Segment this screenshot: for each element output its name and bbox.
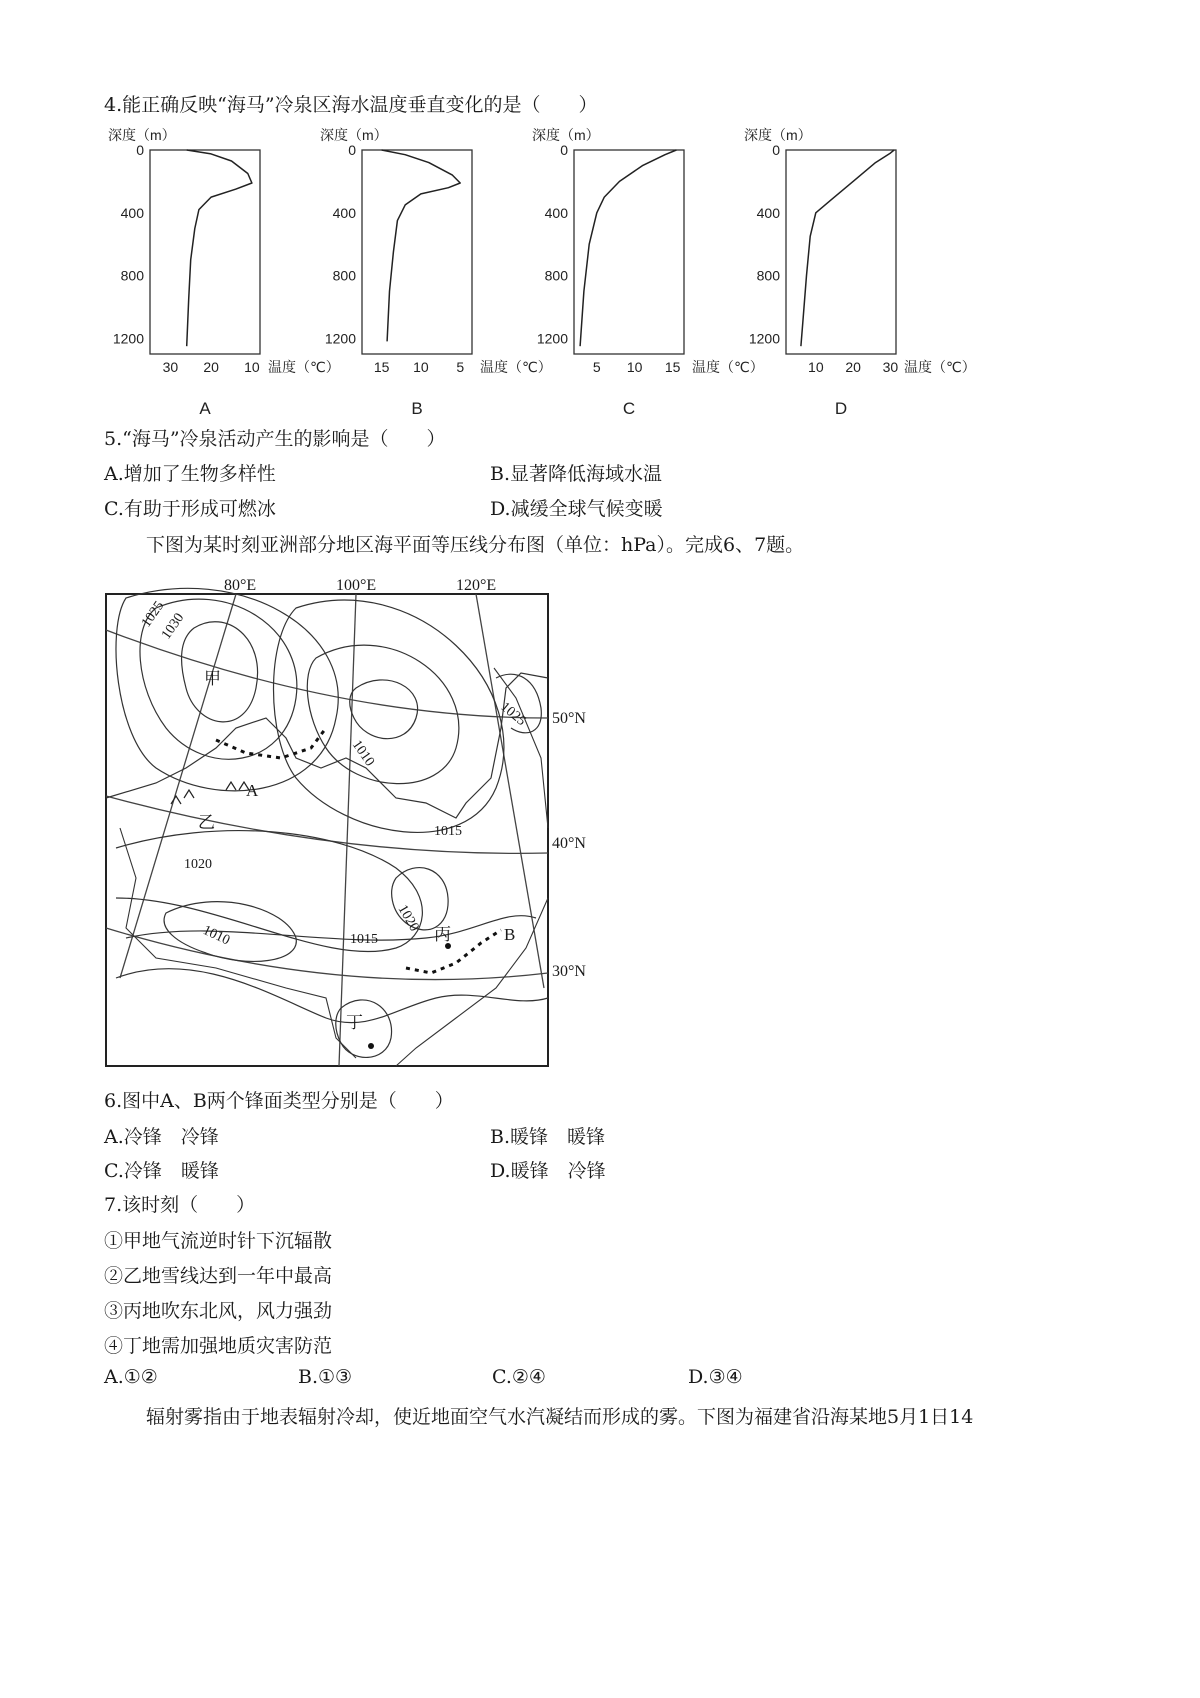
front-label-a: A xyxy=(246,781,259,800)
y-tick-label: 1200 xyxy=(536,330,568,347)
isobar-ding xyxy=(336,1000,392,1057)
meridian-80e xyxy=(120,594,236,978)
isobar-label-1025-west: 1025 xyxy=(138,598,168,631)
option-letter: A xyxy=(199,399,211,418)
place-yi: 乙 xyxy=(198,813,215,832)
lat-label-50n: 50°N xyxy=(552,710,586,727)
x-tick-label: 10 xyxy=(626,359,643,375)
q7-option-a: A.①② xyxy=(104,1366,158,1388)
q7-statement-3: ③丙地吹东北风，风力强劲 xyxy=(104,1300,333,1322)
q5-option-b: B.显著降低海域水温 xyxy=(490,463,663,485)
mountain-symbols xyxy=(171,782,249,804)
y-tick-label: 800 xyxy=(332,267,356,284)
q7-option-b: B.①③ xyxy=(298,1366,353,1388)
plot-frame xyxy=(574,150,684,354)
lat-label-40n: 40°N xyxy=(552,835,586,852)
x-tick-label: 15 xyxy=(373,359,390,375)
x-tick-label: 5 xyxy=(456,359,465,375)
front-b xyxy=(406,930,501,973)
x-tick-label: 20 xyxy=(203,359,219,375)
x-axis-label: 温度（℃） xyxy=(268,359,340,375)
x-tick-label: 5 xyxy=(592,359,601,375)
q7-option-d: D.③④ xyxy=(688,1366,743,1388)
isobar-label-1020-bing: 1020 xyxy=(394,902,422,935)
q6-stem: 6.图中A、B两个锋面类型分别是（ ） xyxy=(104,1090,454,1112)
temperature-curve xyxy=(187,150,252,346)
y-tick-label: 1200 xyxy=(324,330,356,347)
q7-statement-4: ④丁地需加强地质灾害防范 xyxy=(104,1335,333,1357)
y-axis-label: 深度（m） xyxy=(744,127,812,143)
q4-stem: 4.能正确反映“海马”冷泉区海水温度垂直变化的是（ ） xyxy=(104,94,598,116)
isobar-label-1025-east: 1025 xyxy=(497,699,529,730)
front-label-b: B xyxy=(504,925,516,944)
x-tick-label: 10 xyxy=(808,359,824,375)
y-tick-label: 400 xyxy=(544,204,568,221)
y-tick-label: 800 xyxy=(120,267,144,284)
isobar-label-1020-west: 1020 xyxy=(184,857,212,872)
isobar-label-1015-south: 1015 xyxy=(350,932,378,947)
x-tick-label: 10 xyxy=(244,359,260,375)
place-jia: 甲 xyxy=(204,669,221,688)
y-tick-label: 0 xyxy=(136,142,144,158)
temperature-curve xyxy=(580,150,676,346)
y-axis-label: 深度（m） xyxy=(532,127,600,143)
plot-frame xyxy=(150,150,260,354)
y-tick-label: 400 xyxy=(120,204,144,221)
intro-q8: 辐射雾指由于地表辐射冷却，使近地面空气水汽凝结而形成的雾。下图为福建省沿海某地5月1日14 xyxy=(146,1406,974,1428)
x-axis-label: 温度（℃） xyxy=(480,359,552,375)
x-axis-label: 温度（℃） xyxy=(692,359,764,375)
option-letter: B xyxy=(411,399,423,418)
isobar-low-core xyxy=(350,680,418,739)
chart-option-a xyxy=(100,120,340,420)
y-tick-label: 0 xyxy=(348,142,356,158)
isobar-low-1010 xyxy=(307,645,459,783)
q6-option-b: B.暖锋 暖锋 xyxy=(490,1126,606,1148)
y-tick-label: 0 xyxy=(560,142,568,158)
lon-label-120e: 120°E xyxy=(456,577,497,594)
chart-option-c xyxy=(524,120,764,420)
y-tick-label: 0 xyxy=(772,142,780,158)
y-tick-label: 1200 xyxy=(112,330,144,347)
place-bing: 丙 xyxy=(434,925,451,944)
isobar-label-1015-north: 1015 xyxy=(434,824,462,839)
y-axis-label: 深度（m） xyxy=(108,127,176,143)
x-tick-label: 10 xyxy=(413,359,429,375)
isobar-south-outer xyxy=(116,969,548,1023)
option-letter: D xyxy=(834,399,848,418)
front-a xyxy=(216,728,326,758)
ding-point xyxy=(368,1043,374,1049)
q7-statement-2: ②乙地雪线达到一年中最高 xyxy=(104,1265,333,1287)
place-ding: 丁 xyxy=(346,1013,363,1032)
isobar-label-1010-north: 1010 xyxy=(348,737,378,770)
lat-label-30n: 30°N xyxy=(552,963,586,980)
parallel-50n xyxy=(106,630,548,718)
x-axis-label: 温度（℃） xyxy=(904,359,976,375)
meridian-100e xyxy=(339,594,356,1066)
x-tick-label: 15 xyxy=(664,359,681,375)
y-tick-label: 400 xyxy=(756,204,780,221)
q5-stem: 5.“海马”冷泉活动产生的影响是（ ） xyxy=(104,428,446,450)
lon-label-100e: 100°E xyxy=(336,577,377,594)
chart-option-b xyxy=(312,120,552,420)
q7-stem: 7.该时刻（ ） xyxy=(104,1194,256,1216)
y-tick-label: 1200 xyxy=(748,330,780,347)
q6-option-d: D.暖锋 冷锋 xyxy=(490,1160,606,1182)
q5-option-c: C.有助于形成可燃冰 xyxy=(104,498,276,520)
x-tick-label: 30 xyxy=(882,359,899,375)
y-axis-label: 深度（m） xyxy=(320,127,388,143)
isobar-label-1010-south: 1010 xyxy=(200,923,233,949)
lon-label-80e: 80°E xyxy=(224,577,257,594)
option-letter: C xyxy=(622,399,636,418)
q5-option-a: A.增加了生物多样性 xyxy=(104,463,276,485)
y-tick-label: 800 xyxy=(544,267,568,284)
chart-option-d xyxy=(736,120,976,420)
isobar-map xyxy=(96,568,606,1068)
y-tick-label: 800 xyxy=(756,267,780,284)
intro-q6-q7: 下图为某时刻亚洲部分地区海平面等压线分布图（单位：hPa）。完成6、7题。 xyxy=(146,534,805,556)
y-tick-label: 400 xyxy=(332,204,356,221)
isobar-1015-south xyxy=(126,916,536,940)
q7-statement-1: ①甲地气流逆时针下沉辐散 xyxy=(104,1230,333,1252)
q6-option-c: C.冷锋 暖锋 xyxy=(104,1160,219,1182)
x-tick-label: 30 xyxy=(162,359,179,375)
q6-option-a: A.冷锋 冷锋 xyxy=(104,1126,219,1148)
map-frame xyxy=(106,594,548,1066)
isobar-label-1030: 1030 xyxy=(158,610,188,643)
plot-frame xyxy=(362,150,472,354)
temperature-curve xyxy=(382,150,461,341)
q5-option-d: D.减缓全球气候变暖 xyxy=(490,498,663,520)
q7-option-c: C.②④ xyxy=(492,1366,546,1388)
isobar-low-1015 xyxy=(274,600,504,832)
temperature-curve xyxy=(801,150,894,346)
x-tick-label: 20 xyxy=(845,359,861,375)
